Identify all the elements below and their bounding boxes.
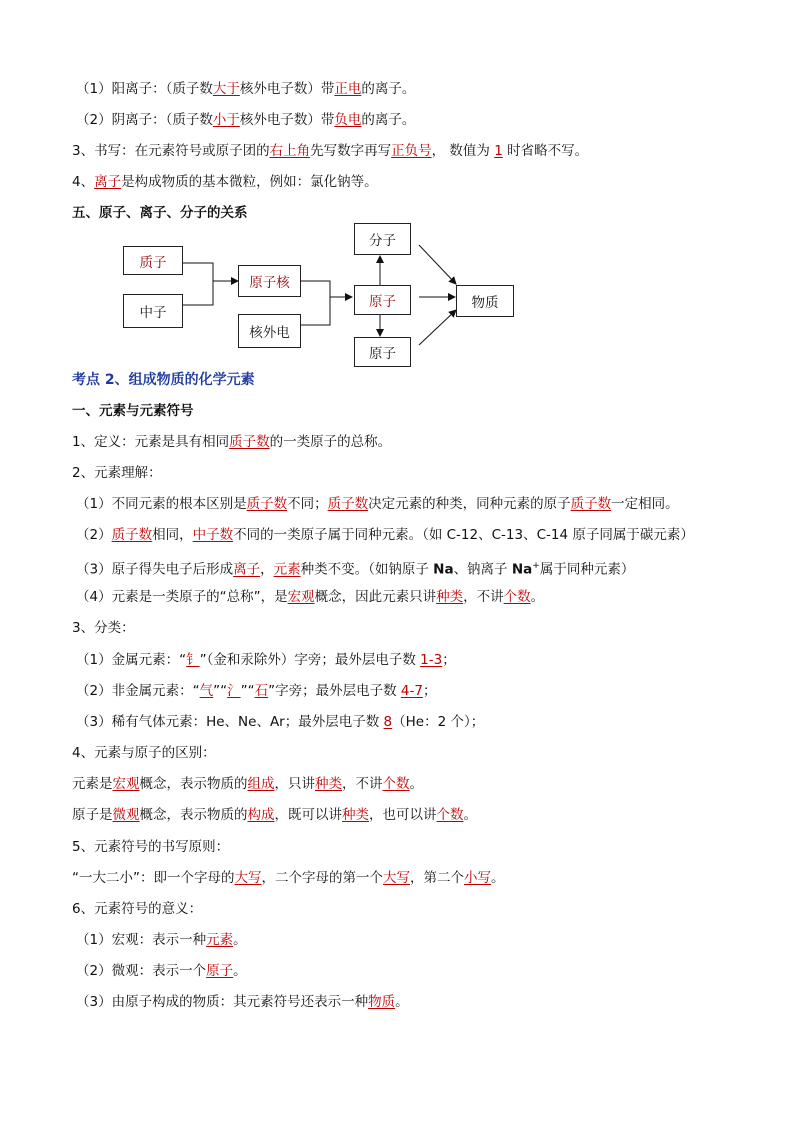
understanding-heading: 2、元素理解： — [72, 465, 162, 481]
understanding-3: （3）原子得失电子后形成离子，元素种类不变。（如钠原子 Na、钠离子 Na+属于同种元素） — [76, 561, 635, 578]
section-heading: 五、原子、离子、分子的关系 — [72, 205, 248, 221]
understanding-4: （4）元素是一类原子的“总称”，是宏观概念，因此元素只讲种类，不讲个数。 — [76, 589, 545, 605]
difference-atom: 原子是微观概念，表示物质的构成，既可以讲种类，也可以讲个数。 — [72, 807, 477, 823]
ion-box: 原子 — [354, 337, 411, 367]
classification-metal: （1）金属元素：“钅”（金和汞除外）字旁；最外层电子数 1-3； — [76, 652, 456, 668]
difference-heading: 4、元素与原子的区别： — [72, 745, 216, 761]
difference-element: 元素是宏观概念，表示物质的组成，只讲种类，不讲个数。 — [72, 776, 423, 792]
proton-box: 质子 — [123, 246, 183, 275]
understanding-1: （1）不同元素的根本区别是质子数不同；质子数决定元素的种类，同种元素的原子质子数一定相同。 — [76, 496, 679, 512]
writing-principle-heading: 5、元素符号的书写原则： — [72, 839, 230, 855]
classification-nonmetal: （2）非金属元素：“气”“氵”“石”字旁；最外层电子数 4-7； — [76, 683, 437, 699]
definition-line: 1、定义：元素是具有相同质子数的一类原子的总称。 — [72, 434, 392, 450]
electron-box: 核外电 — [238, 314, 301, 348]
matter-box: 物质 — [456, 285, 514, 317]
meaning-substance: （3）由原子构成的物质：其元素符号还表示一种物质。 — [76, 994, 409, 1010]
classification-noble: （3）稀有气体元素：He、Ne、Ar；最外层电子数 8（He：2 个）； — [76, 714, 485, 730]
meaning-macro: （1）宏观：表示一种元素。 — [76, 932, 247, 948]
meaning-heading: 6、元素符号的意义： — [72, 901, 203, 917]
topic-heading: 考点 2、组成物质的化学元素 — [72, 372, 255, 388]
neutron-box: 中子 — [123, 294, 183, 328]
subsection-heading: 一、元素与元素符号 — [72, 403, 194, 419]
molecule-box: 分子 — [354, 223, 411, 255]
classification-heading: 3、分类： — [72, 620, 135, 636]
meaning-micro: （2）微观：表示一个原子。 — [76, 963, 247, 979]
cation-line: （1）阳离子：（质子数大于核外电子数）带正电的离子。 — [76, 81, 416, 97]
nucleus-box: 原子核 — [238, 265, 301, 297]
atom-box: 原子 — [354, 285, 411, 315]
writing-rule-line: 3、书写：在元素符号或原子团的右上角先写数字再写正负号， 数值为 1 时省略不写。 — [72, 143, 589, 159]
understanding-2: （2）质子数相同，中子数不同的一类原子属于同种元素。（如 C-12、C-13、C-14 原子同属于碳元素） — [76, 527, 694, 543]
writing-principle-line: “一大二小”：即一个字母的大写，二个字母的第一个大写，第二个小写。 — [72, 870, 505, 886]
ion-particle-line: 4、离子是构成物质的基本微粒，例如：氯化钠等。 — [72, 174, 378, 190]
anion-line: （2）阴离子：（质子数小于核外电子数）带负电的离子。 — [76, 112, 416, 128]
